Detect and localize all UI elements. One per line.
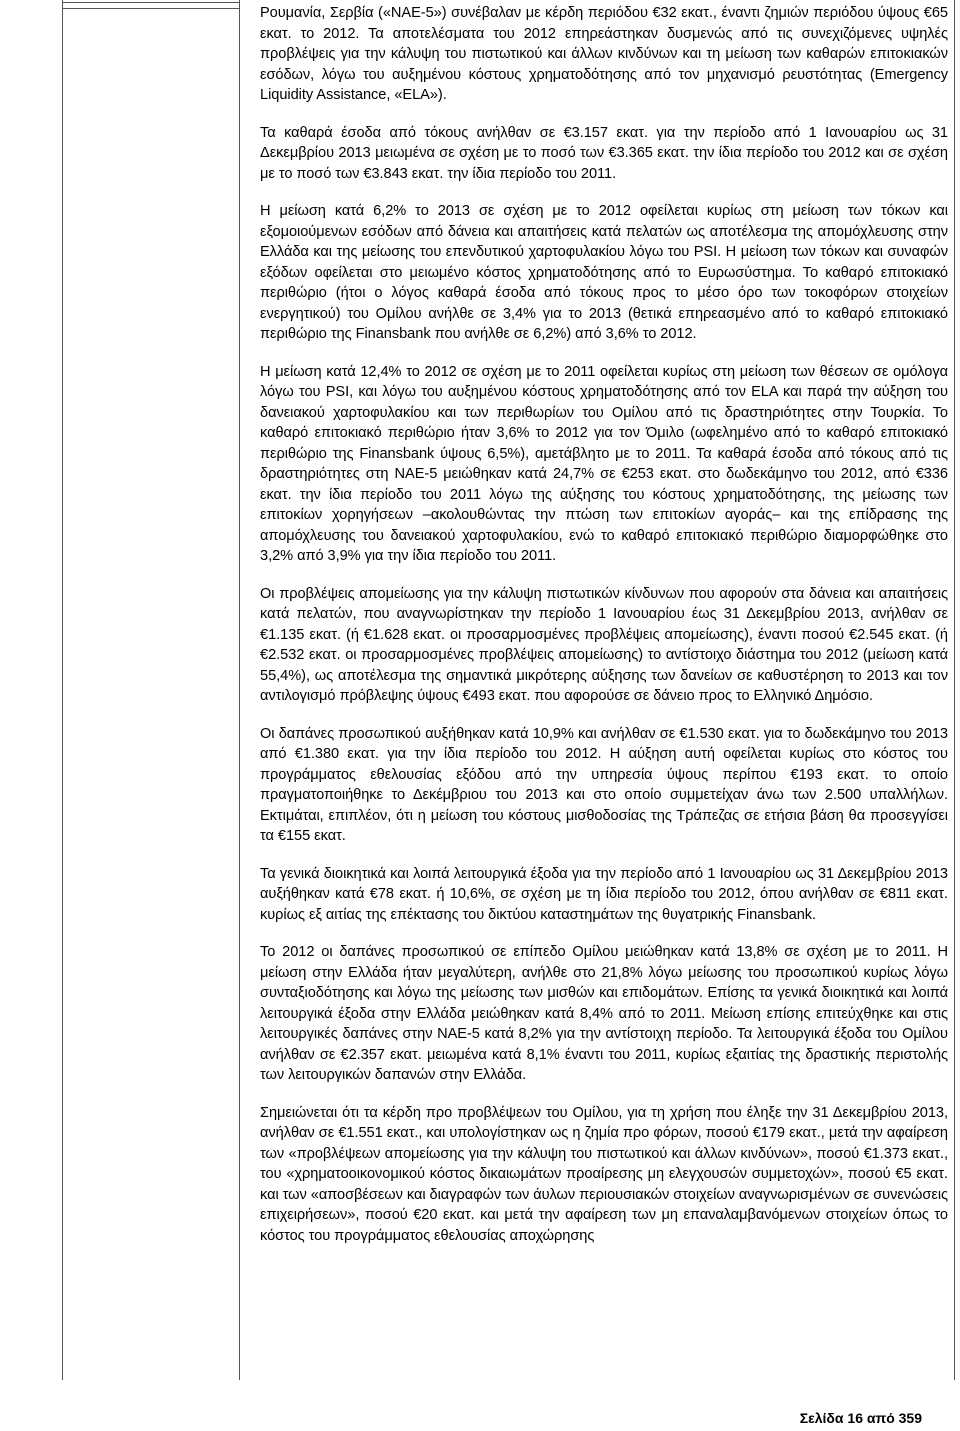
paragraph: Η μείωση κατά 6,2% το 2013 σε σχέση με το 2012 οφείλεται κυρίως στη μείωση των τόκων και εξομοιούμενων εσόδων από δάνεια και απαιτήσεις κατά πελατών ως αποτέλεσμα της απομόχλευσης στην Ελλάδα και της μείωσης του επενδυτικού χαρτοφυλακίου λόγω του PSI. Η μείωση των τόκων και συναφών εξόδων οφείλεται στο μειωμένο κόστος χρηματοδότησης από το Ευρωσύστημα. Το καθαρό επιτοκιακό περιθώριο (ήτοι ο λόγος καθαρά έσοδα από τόκους προς το μέσο όρο των τοκοφόρων στοιχείων ενεργητικού) του Ομίλου ανήλθε σε 3,4% για το 2013 (θετικά επηρεασμένο από το καθαρό επιτοκιακό περιθώριο της Finansbank που ανήλθε σε 6,2%) από 3,6% το 2012. <box>260 203 948 342</box>
document-body <box>260 3 948 1263</box>
paragraph: Ρουμανία, Σερβία («ΝΑΕ-5») συνέβαλαν με κέρδη περιόδου €32 εκατ., έναντι ζημιών περιόδου ύψους €65 εκατ. το 2012. Τα αποτελέσματα του 2012 επηρεάστηκαν δυσμενώς από τις συνεχιζόμενες υψηλές προβλέψεις για την κάλυψη του πιστωτικού και άλλων κινδύνων και τη μείωση των καθαρών επιτοκιακών εσόδων, λόγω του αυξημένου κόστους χρηματοδότησης από τον μηχανισμό ρευστότητας (Emergency Liquidity Assistance, «ELA»). <box>260 5 948 103</box>
paragraph: Το 2012 οι δαπάνες προσωπικού σε επίπεδο Ομίλου μειώθηκαν κατά 13,8% σε σχέση με το 2011. Η μείωση στην Ελλάδα ήταν μεγαλύτερη, ανήλθε στο 21,8% λόγω μείωσης του προσωπικού κυρίως λόγω συνταξιοδότησης και λόγω της μείωσης των μισθών και επιδομάτων. Επίσης τα γενικά διοικητικά και λοιπά λειτουργικά έξοδα στην Ελλάδα μειώθηκαν κατά 8,4% από το 2011. Μείωση επίσης επιτεύχθηκε και στις λειτουργικές δαπάνες στην ΝΑΕ-5 κατά 8,2% για την αντίστοιχη περίοδο. Τα λειτουργικά έξοδα του Ομίλου ανήλθαν σε €2.357 εκατ. μειωμένα κατά 8,1% έναντι του 2011, κυρίως εξαιτίας της δραστικής περιστολής των λειτουργικών δαπανών στην Ελλάδα. <box>260 944 948 1083</box>
page-number: Σελίδα 16 από 359 <box>799 1410 922 1426</box>
paragraph: Η μείωση κατά 12,4% το 2012 σε σχέση με το 2011 οφείλεται κυρίως στη μείωση των θέσεων σε ομόλογα λόγω του PSI, και λόγω του αυξημένου κόστους χρηματοδότησης από τον ELA και παρά την αύξηση του δανειακού χαρτοφυλακίου και των περιθωρίων του Ομίλου από τις δραστηριότητες στην Τουρκία. Το καθαρό επιτοκιακό περιθώριο ήταν 3,6% το 2012 για τον Όμιλο (ωφελημένο από το καθαρό επιτοκιακό περιθώριο της Finansbank ύψους 6,5%), αμετάβλητο με το 2011. Τα καθαρά έσοδα από τόκους από τις δραστηριότητες στη ΝΑΕ-5 μειώθηκαν κατά 24,7% σε €253 εκατ. στο δωδεκάμηνο του 2012, από €336 εκατ. την ίδια περίοδο του 2011 λόγω της αύξησης του κόστους χρηματοδότησης, της μείωσης των επιτοκίων χορηγήσεων –ακολουθώντας την πτώση των επιτοκίων αγοράς– και της επίδρασης της απομόχλευσης του δανειακού χαρτοφυλακίου, ενώ το καθαρό επιτοκιακό περιθώριο διαμορφώθηκε στο 3,2% από 3,9% για την ίδια περίοδο του 2011. <box>260 363 948 564</box>
left-column-rule <box>239 0 240 1380</box>
left-margin-rule <box>62 0 63 1380</box>
header-rule-top <box>62 2 240 3</box>
paragraph: Τα γενικά διοικητικά και λοιπά λειτουργικά έξοδα για την περίοδο από 1 Ιανουαρίου ως 31 Δεκεμβρίου 2013 αυξήθηκαν κατά €78 εκατ. ή 10,6%, σε σχέση με τη ίδια περίοδο του 2012, όπου ανήλθαν σε €811 εκατ. κυρίως εξ αιτίας της επέκτασης του δικτύου καταστημάτων της θυγατρικής Finansbank. <box>260 865 948 923</box>
paragraph: Οι δαπάνες προσωπικού αυξήθηκαν κατά 10,9% και ανήλθαν σε €1.530 εκατ. για το δωδεκάμηνο του 2013 από €1.380 εκατ. για την ίδια περίοδο του 2012. Η αύξηση αυτή οφείλεται κυρίως στο κόστος του προγράμματος εθελουσίας εξόδου από την υπηρεσία ύψους περίπου €193 εκατ. το οποίο πραγματοποιήθηκε το Δεκέμβριου του 2013 και στο οποίο συμμετείχαν άνω των 2.500 υπαλλήλων. Εκτιμάται, επιπλέον, ότι η μείωση του κόστους μισθοδοσίας της Τράπεζας σε ετήσια βάση θα προσεγγίσει τα €155 εκατ. <box>260 725 948 844</box>
paragraph: Τα καθαρά έσοδα από τόκους ανήλθαν σε €3.157 εκατ. για την περίοδο από 1 Ιανουαρίου ως 31 Δεκεμβρίου 2013 μειωμένα σε σχέση με το ποσό των €3.365 εκατ. την ίδια περίοδο του 2012 και σε σχέση με το ποσό των €3.843 εκατ. την ίδια περίοδο του 2011. <box>260 124 948 182</box>
paragraph: Σημειώνεται ότι τα κέρδη προ προβλέψεων του Ομίλου, για τη χρήση που έληξε την 31 Δεκεμβρίου 2013, ανήλθαν σε €1.551 εκατ., και υπολογίστηκαν ως η ζημία προ φόρων, ποσού €179 εκατ., μετά την αφαίρεση των «προβλέψεων απομείωσης για την κάλυψη του πιστωτικού και άλλων κινδύνων», ποσού €1.373 εκατ., του «χρηματοοικονομικού κόστος δικαιωμάτων προαίρεσης μη ελεγχουσών συμμετοχών», ποσού €5 εκατ. και των «αποσβέσεων και διαγραφών των άυλων περιουσιακών στοιχείων αναγνωρισμένων σε συνενώσεις επιχειρήσεων», ποσού €20 εκατ. και μετά την αφαίρεση των μη επαναλαμβανόμενων στοιχείων όπως το κόστος του προγράμματος εθελουσίας αποχώρησης <box>260 1104 948 1244</box>
header-rule-bottom <box>62 8 240 9</box>
right-margin-rule <box>954 0 955 1380</box>
paragraph: Οι προβλέψεις απομείωσης για την κάλυψη πιστωτικών κίνδυνων που αφορούν στα δάνεια και απαιτήσεις κατά πελατών, που αναγνωρίστηκαν την περίοδο 1 Ιανουαρίου έως 31 Δεκεμβρίου 2013, ανήλθαν σε €1.135 εκατ. (ή €1.628 εκατ. οι προσαρμοσμένες προβλέψεις απομείωσης), έναντι ποσού €2.545 εκατ. (ή €2.532 εκατ. οι προσαρμοσμένες προβλέψεις απομείωσης) το αντίστοιχο διάστημα του 2012 (μείωση κατά 55,4%), ως αποτέλεσμα της σημαντικά μικρότερης αύξησης των δανείων σε καθυστέρηση το 2013 και τον αντιλογισμό πρόβλεψης ύψους €493 εκατ. που αφορούσε σε δάνειο προς το Ελληνικό Δημόσιο. <box>260 585 948 704</box>
